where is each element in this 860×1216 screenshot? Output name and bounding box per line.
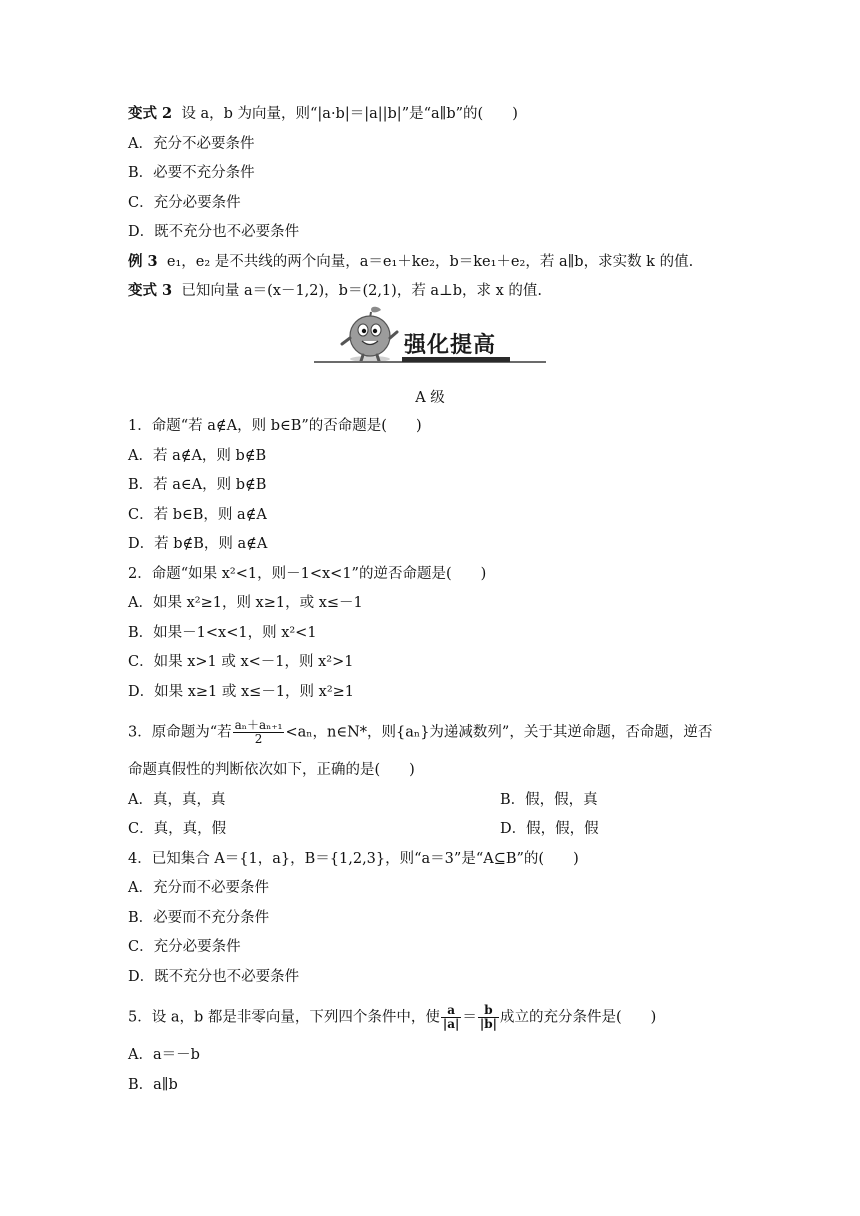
variant-2-option-d: D．既不充分也不必要条件 — [128, 224, 300, 240]
q3-stem-pre: 3．原命题为“若 — [128, 724, 232, 741]
q5-equals: ＝ — [462, 1009, 477, 1026]
q1-option-a: A．若 a∉A，则 b∉B — [128, 448, 267, 464]
q5-fraction-a — [441, 1004, 462, 1031]
q5-stem-pre: 5．设 a，b 都是非零向量，下列四个条件中，使 — [128, 1009, 440, 1026]
q3-option-d: D．假，假，假 — [500, 821, 599, 837]
q3-option-b: B．假，假，真 — [500, 792, 598, 808]
q2-stem: 2．命题“如果 x²<1，则－1<x<1”的逆否命题是( ) — [128, 566, 487, 582]
q5-option-b: B．a∥b — [128, 1077, 178, 1093]
variant-2-option-a: A．充分不必要条件 — [128, 136, 255, 152]
q3-stem-continued: 命题真假性的判断依次如下，正确的是( ) — [128, 762, 415, 778]
q3-stem — [128, 719, 712, 746]
q1-option-b: B．若 a∈A，则 b∉B — [128, 477, 267, 493]
apple-mascot-icon — [334, 306, 404, 364]
section-banner — [314, 306, 546, 364]
q5-frac-b-numerator: b — [478, 1004, 499, 1018]
variant-2-question — [128, 104, 518, 124]
banner-title: 强化提高 — [404, 333, 497, 358]
q5-frac-b-denominator: |b| — [479, 1017, 498, 1031]
q3-stem-post: <aₙ，n∈N*，则{aₙ}为递减数列”，关于其逆命题，否命题，逆否 — [285, 724, 713, 741]
q3-fraction — [233, 719, 285, 746]
q1-option-c: C．若 b∈B，则 a∉A — [128, 507, 267, 523]
variant-3-text: 已知向量 a＝(x－1,2)，b＝(2,1)，若 a⊥b，求 x 的值. — [181, 283, 542, 299]
q5-frac-a-denominator: |a| — [442, 1017, 460, 1031]
q4-stem: 4．已知集合 A＝{1，a}，B＝{1,2,3}，则“a＝3”是“A⊆B”的( ) — [128, 851, 579, 867]
q3-row-2 — [128, 819, 599, 839]
q2-option-b: B．如果－1<x<1，则 x²<1 — [128, 625, 317, 641]
q5-fraction-b — [478, 1004, 499, 1031]
q1-option-d: D．若 b∉B，则 a∉A — [128, 536, 268, 552]
q1-stem: 1．命题“若 a∉A，则 b∈B”的否命题是( ) — [128, 418, 422, 434]
q3-frac-numerator: aₙ＋aₙ₊₁ — [234, 718, 283, 732]
q5-option-a: A．a＝－b — [128, 1047, 200, 1063]
q2-option-a: A．如果 x²≥1，则 x≥1，或 x≤－1 — [128, 595, 363, 611]
variant-2-option-c: C．充分必要条件 — [128, 195, 241, 211]
q3-frac-denominator: 2 — [254, 732, 263, 746]
q4-option-b: B．必要而不充分条件 — [128, 910, 270, 926]
section-level-heading: A 级 — [415, 390, 445, 406]
q3-option-a: A．真，真，真 — [128, 792, 226, 808]
q5-frac-a-numerator: a — [441, 1004, 462, 1018]
q2-option-d: D．如果 x≥1 或 x≤－1，则 x²≥1 — [128, 684, 355, 700]
q4-option-c: C．充分必要条件 — [128, 939, 241, 955]
variant-3-label: 变式 3 — [128, 282, 173, 299]
q3-row-1 — [128, 790, 598, 810]
variant-2-text: 设 a，b 为向量，则“|a·b|＝|a||b|”是“a∥b”的( ) — [181, 106, 518, 122]
example-3 — [128, 252, 693, 272]
q5-stem-post: 成立的充分条件是( ) — [500, 1009, 657, 1026]
q2-option-c: C．如果 x>1 或 x<－1，则 x²>1 — [128, 654, 354, 670]
q4-option-d: D．既不充分也不必要条件 — [128, 969, 300, 985]
q4-option-a: A．充分而不必要条件 — [128, 880, 269, 896]
q3-option-c: C．真，真，假 — [128, 821, 227, 837]
variant-3-question — [128, 281, 542, 301]
example-3-text: e₁，e₂ 是不共线的两个向量，a＝e₁＋ke₂，b＝ke₁＋e₂，若 a∥b，求实数 k 的值. — [166, 254, 694, 270]
variant-2-option-b: B．必要不充分条件 — [128, 165, 255, 181]
example-3-label: 例 3 — [128, 253, 158, 270]
variant-2-label: 变式 2 — [128, 105, 173, 122]
q5-stem — [128, 1004, 656, 1031]
